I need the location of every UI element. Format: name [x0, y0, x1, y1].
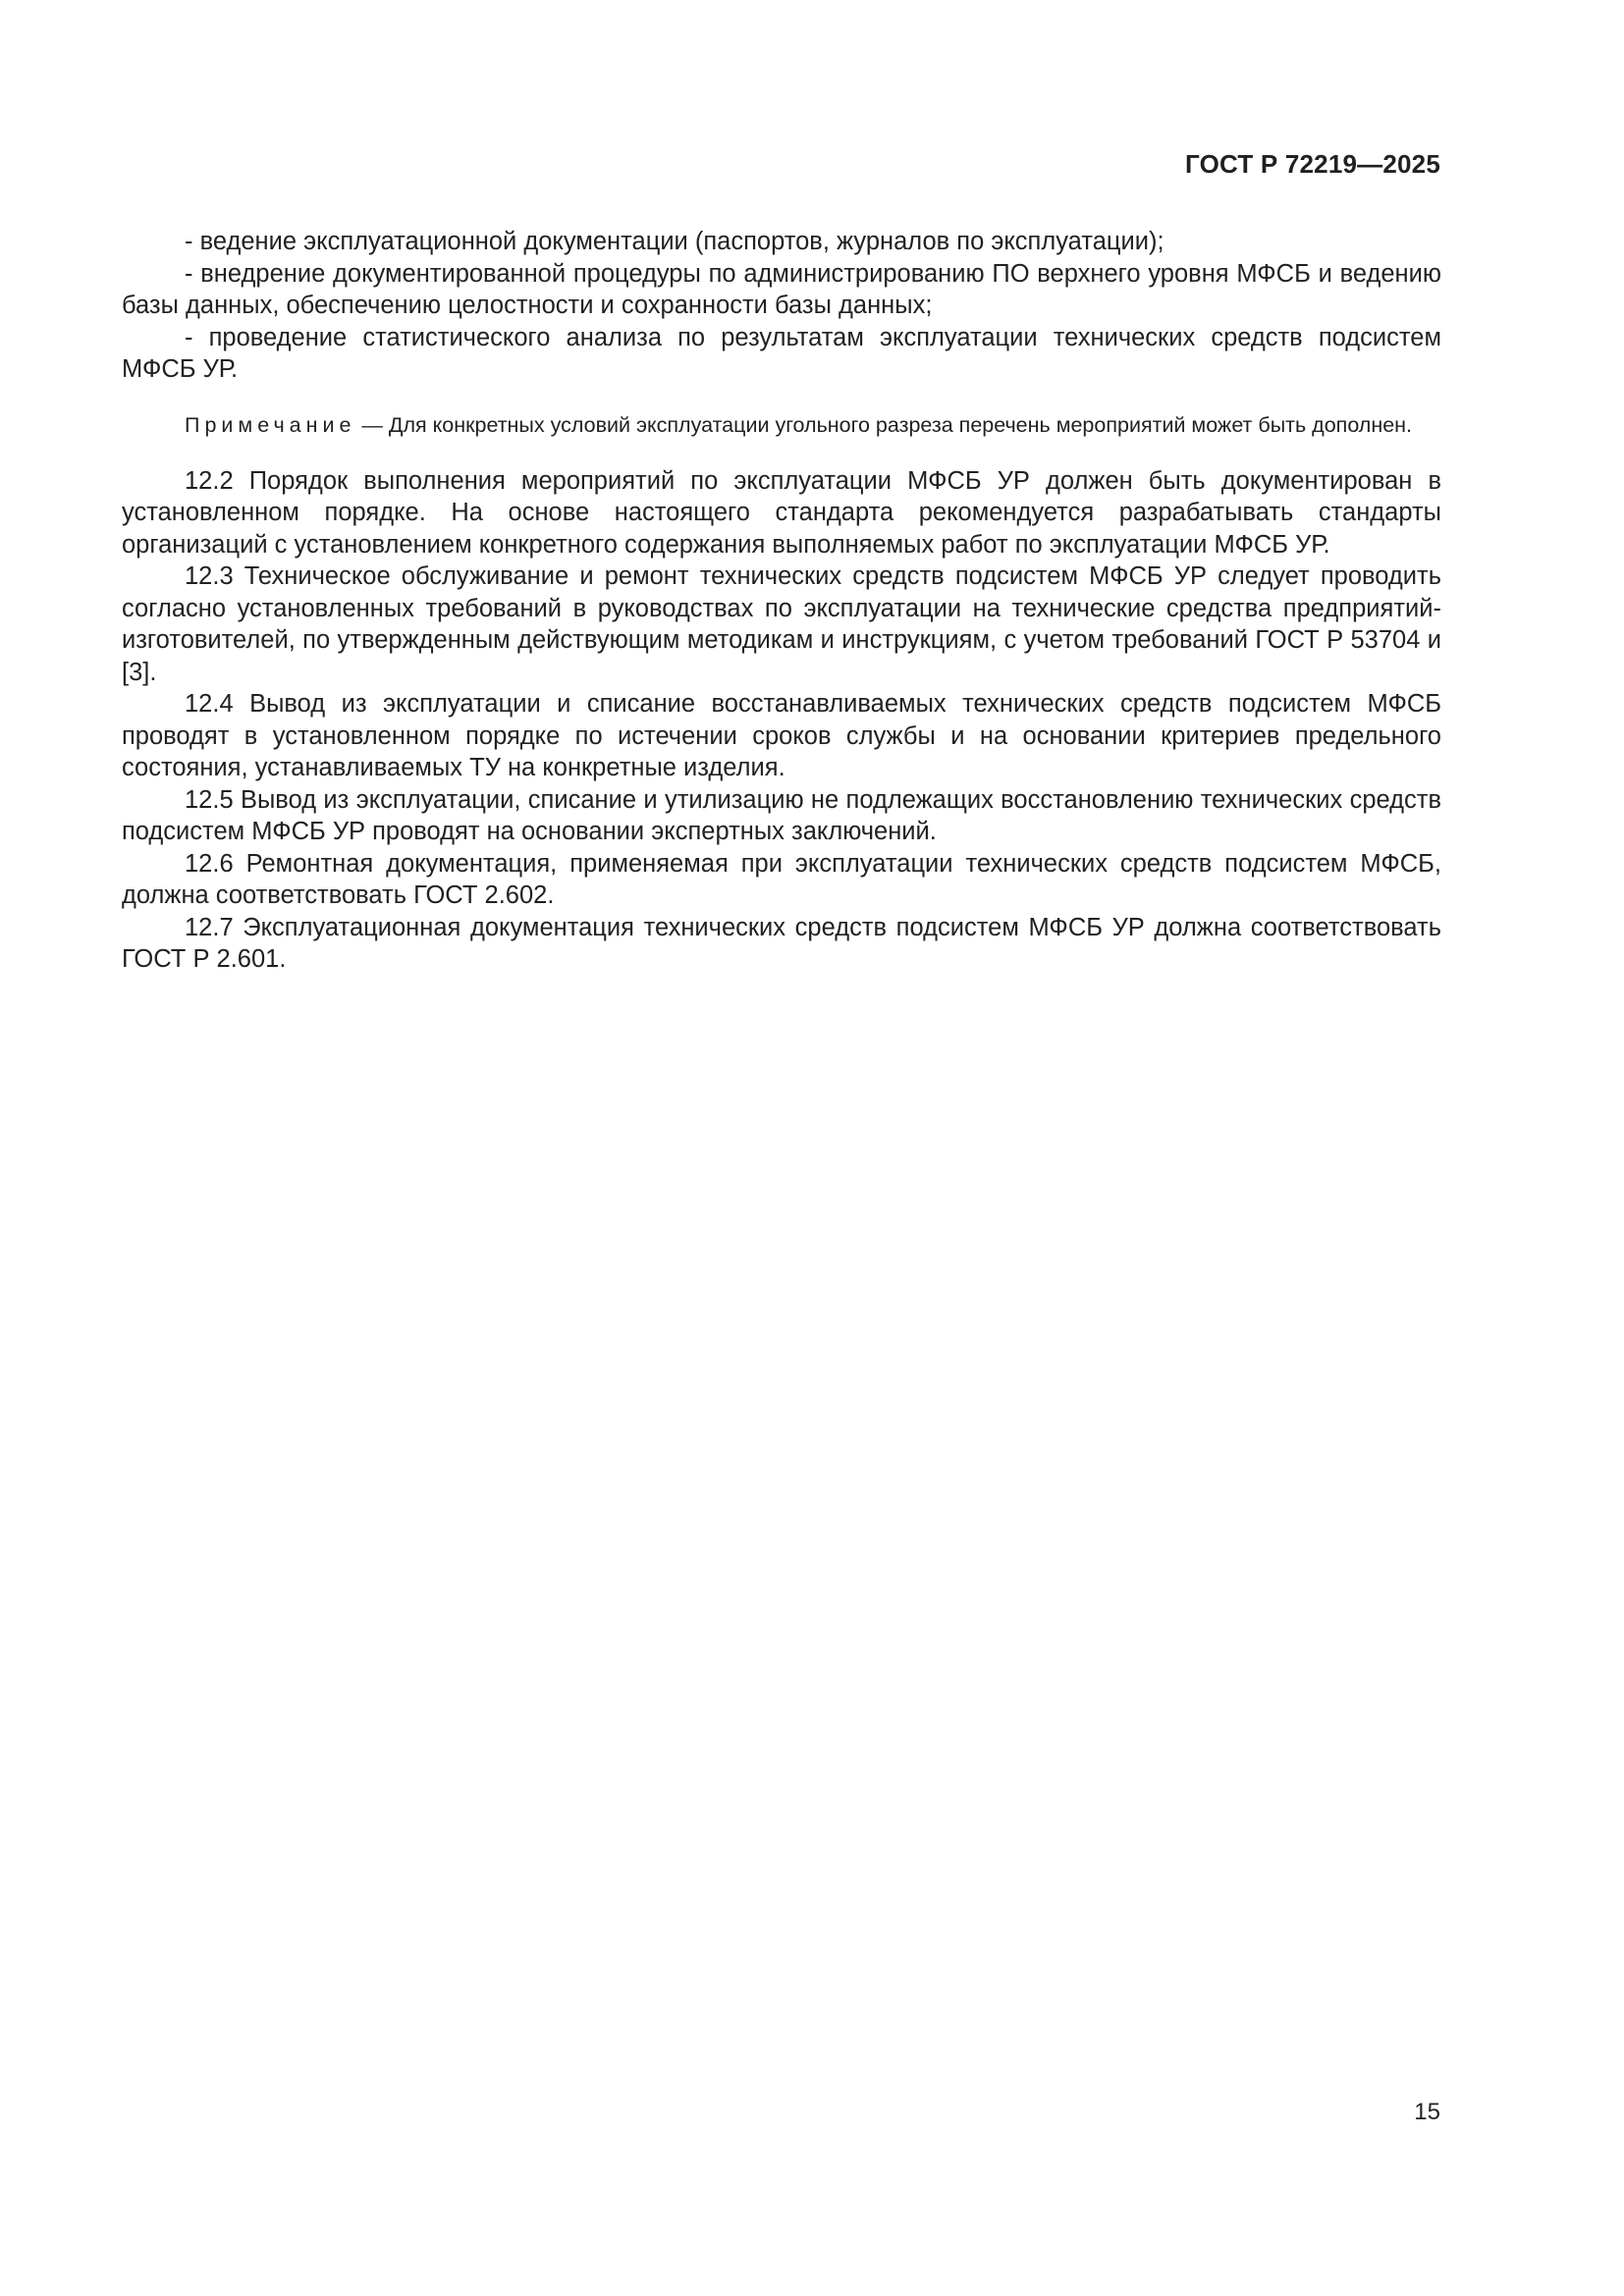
bullet-item: - проведение статистического анализа по результатам эксплуатации технических средств подсистем МФСБ УР. — [122, 323, 1441, 383]
clause-12-7: 12.7 Эксплуатационная документация технических средств подсистем МФСБ УР должна соответствовать ГОСТ Р 2.601. — [122, 913, 1441, 973]
bullet-item: - внедрение документированной процедуры по администрированию ПО верхнего уровня МФСБ и ведению базы данных, обеспечению целостности и сохранности базы данных; — [122, 259, 1441, 319]
clause-12-2: 12.2 Порядок выполнения мероприятий по эксплуатации МФСБ УР должен быть документирован в установленном порядке. На основе настоящего стандарта рекомендуется разрабатывать стандарты организаций с установлением конкретного содержания выполняемых работ по эксплуатации МФСБ УР. — [122, 466, 1441, 559]
clause-12-6: 12.6 Ремонтная документация, применяемая при эксплуатации технических средств подсистем МФСБ, должна соответствовать ГОСТ 2.602. — [122, 849, 1441, 909]
clause-12-3: 12.3 Техническое обслуживание и ремонт технических средств подсистем МФСБ УР следует проводить согласно установленных требований в руководствах по эксплуатации на технические средства предприятий-изготовителей, по утвержденным действующим методикам и инструкциям, с учетом требований ГОСТ Р 53704 и [3]. — [122, 562, 1441, 686]
clause-12-5: 12.5 Вывод из эксплуатации, списание и утилизацию не подлежащих восстановлению технических средств подсистем МФСБ УР проводят на основании экспертных заключений. — [122, 785, 1441, 845]
clause-12-4: 12.4 Вывод из эксплуатации и списание восстанавливаемых технических средств подсистем МФСБ проводят в установленном порядке по истечении сроков службы и на основании критериев предельного состояния, устанавливаемых ТУ на конкретные изделия. — [122, 690, 1441, 781]
bullet-item: - ведение эксплуатационной документации (паспортов, журналов по эксплуатации); — [185, 228, 1164, 255]
document-header-id: ГОСТ Р 72219—2025 — [1185, 149, 1440, 179]
note-paragraph — [122, 411, 1441, 440]
document-body — [122, 226, 1441, 976]
page-number: 15 — [1414, 2099, 1440, 2125]
note-label: Примечание — [185, 412, 356, 437]
note-text: — Для конкретных условий эксплуатации угольного разреза перечень мероприятий может быть дополнен. — [355, 412, 1413, 437]
